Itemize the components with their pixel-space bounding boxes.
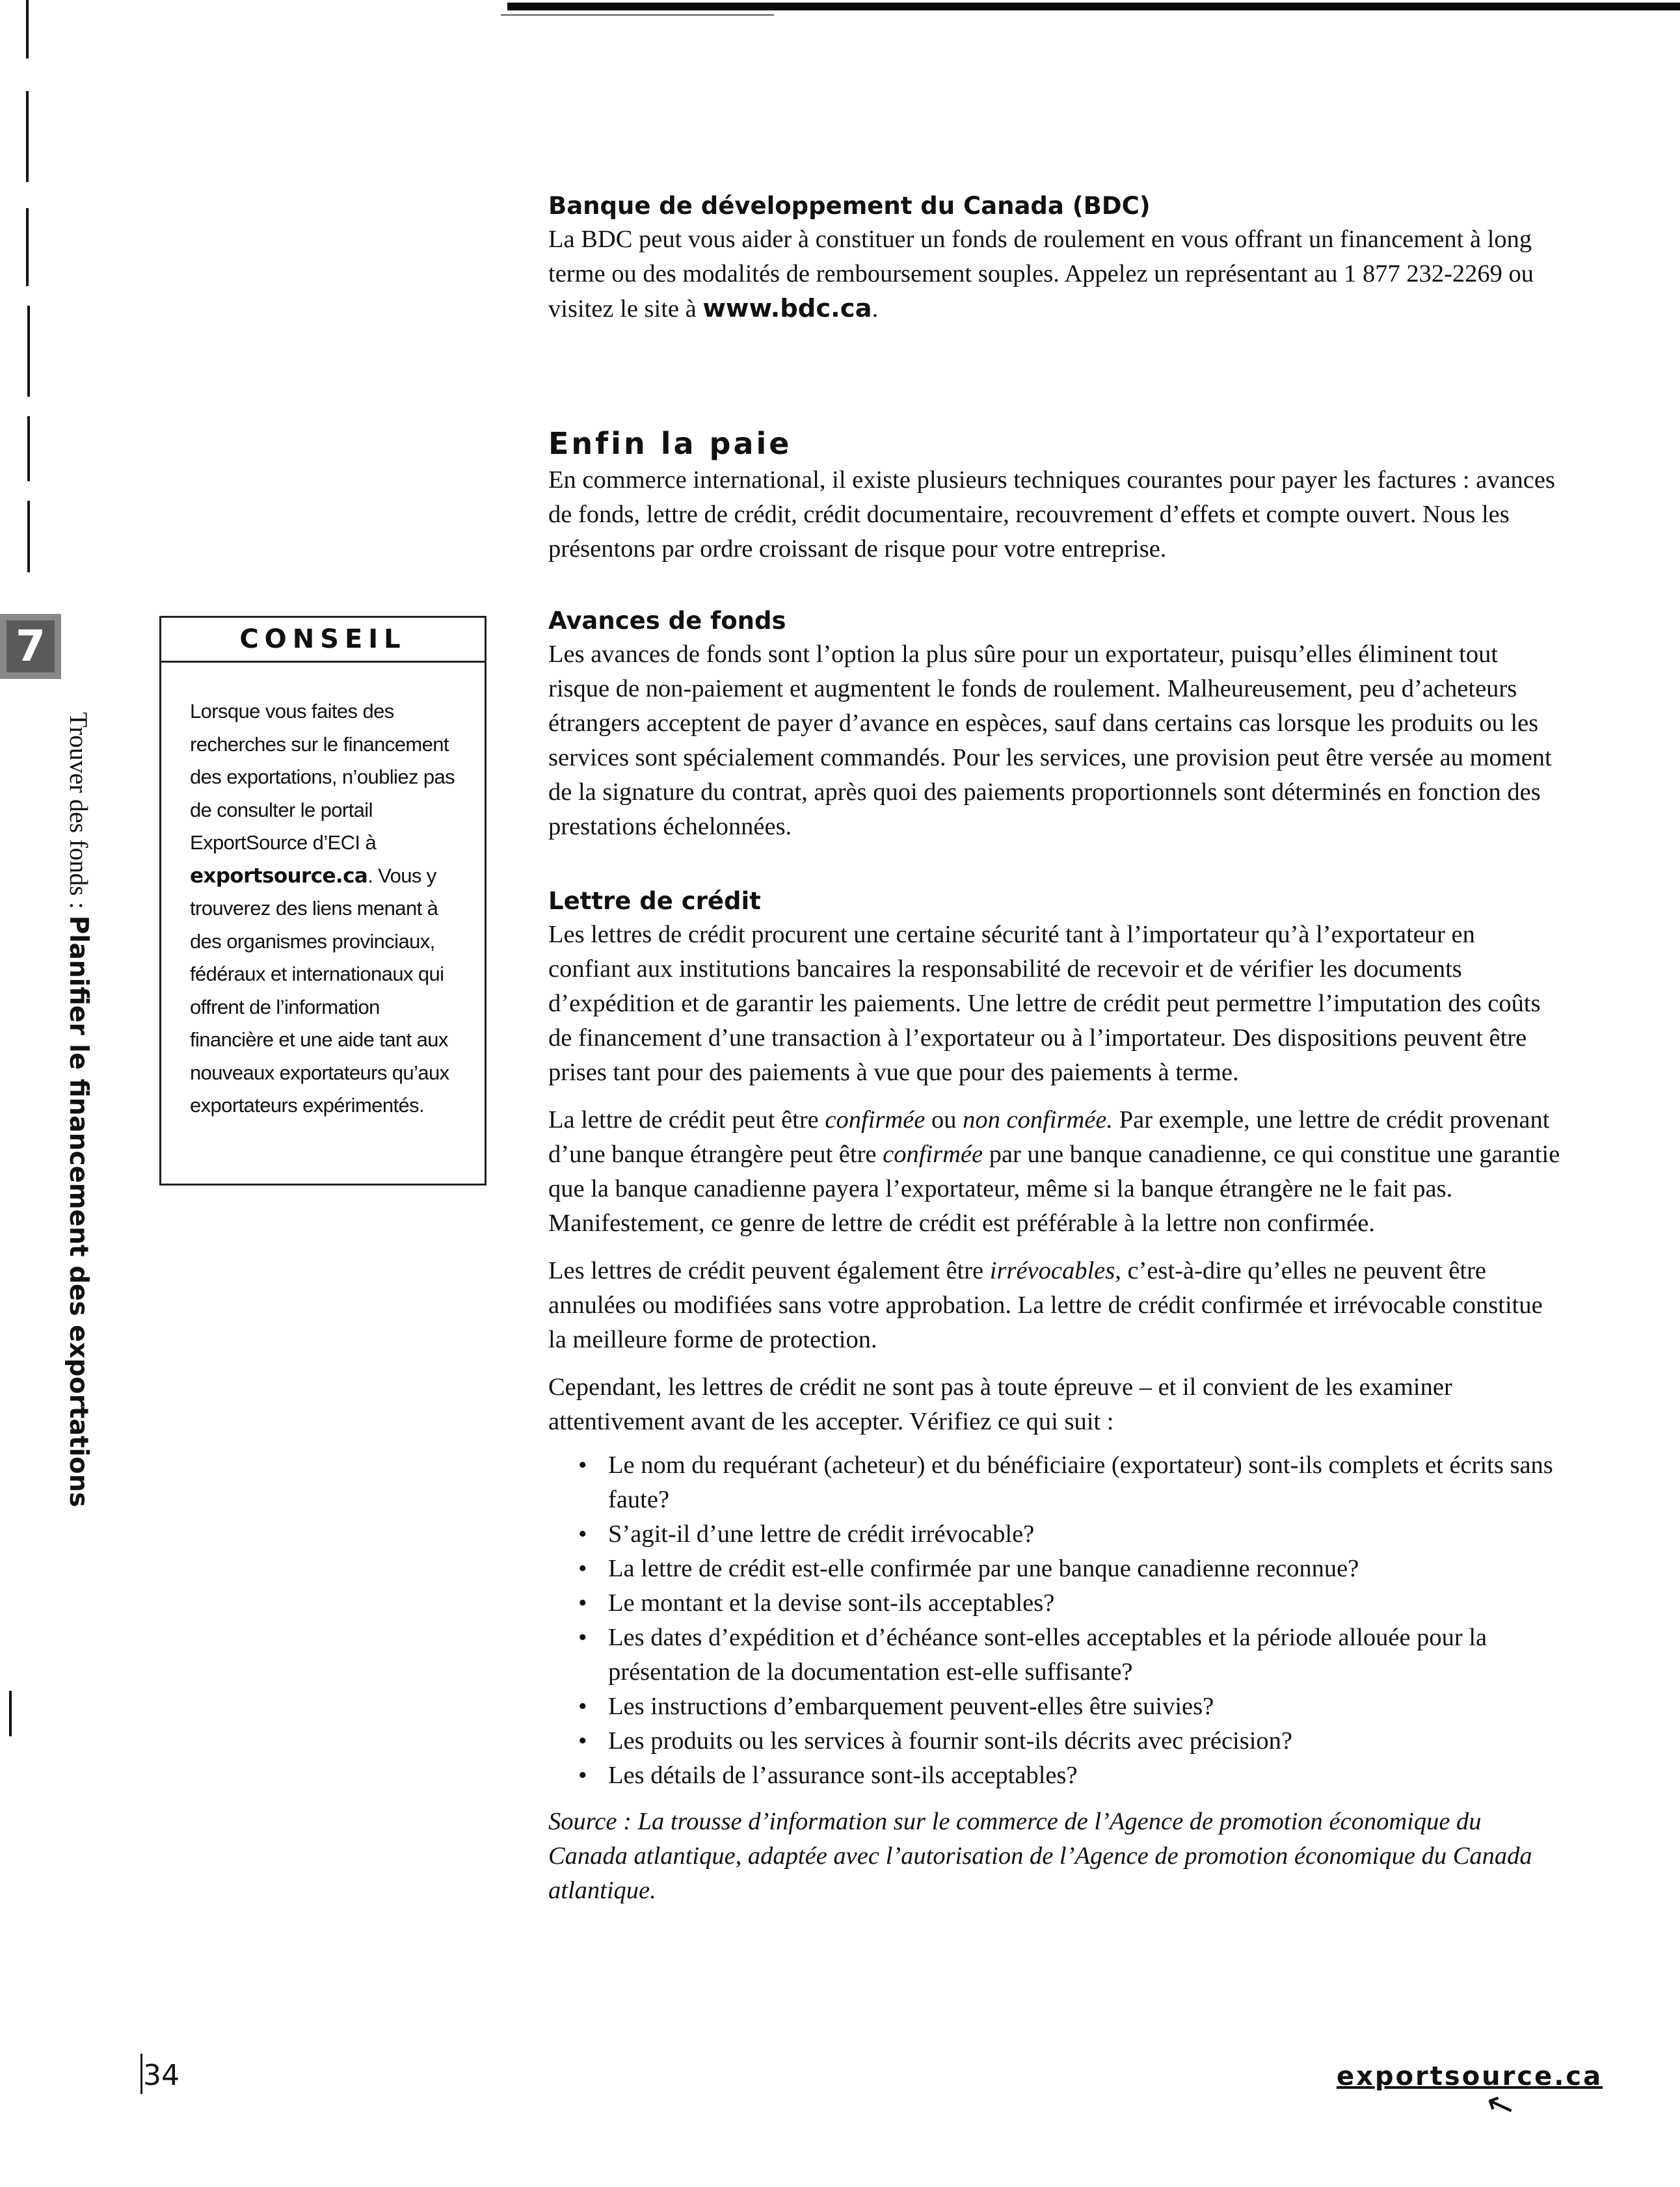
lettre-p2-em1: confirmée xyxy=(825,1106,926,1133)
list-item xyxy=(548,1586,1563,1621)
bdc-paragraph xyxy=(548,222,1563,326)
bullet-icon: • xyxy=(578,1589,587,1617)
lettre-paragraph-1: Les lettres de crédit procurent une certaine sécurité tant à l’importateur qu’à l’exportateur en confiant aux institutions bancaires la responsabilité de recevoir et de vérifier les documents d’expédition et de garantir les paiements. Une lettre de crédit peut permettre l’imputation des coûts de financement d’une transaction à l’exportateur ou à l’importateur. Des dispositions peuvent être prises tant pour des paiements à vue que pour des paiements à terme. xyxy=(548,921,1541,1086)
list-item-text: La lettre de crédit est-elle confirmée par une banque canadienne reconnue? xyxy=(608,1555,1359,1582)
paie-section xyxy=(548,424,1563,566)
list-item-text: Les produits ou les services à fournir sont-ils décrits avec précision? xyxy=(608,1727,1293,1755)
margin-mark xyxy=(27,501,30,572)
bullet-icon: • xyxy=(578,1520,587,1548)
bdc-text: La BDC peut vous aider à constituer un fonds de roulement en vous offrant un financement à long terme ou des modalités de remboursement souples. Appelez un représentant au 1 877 232-2269 ou visitez le site à xyxy=(548,226,1534,323)
lettre-p2-c: Par exemple, une lettre de crédit provenant d’une banque étrangère peut être xyxy=(548,1106,1550,1168)
list-item xyxy=(548,1517,1563,1552)
tip-body xyxy=(161,663,485,1122)
list-item-text: Les dates d’expédition et d’échéance sont-elles acceptables et la période allouée pour la présentation de la documentation est-elle suffisante? xyxy=(608,1624,1487,1686)
paie-heading: Enfin la paie xyxy=(548,426,792,461)
bullet-icon: • xyxy=(578,1693,587,1720)
list-item xyxy=(548,1758,1563,1793)
lettre-p3-a: Les lettres de crédit peuvent également être xyxy=(548,1257,990,1284)
margin-mark xyxy=(26,91,29,182)
checklist xyxy=(548,1448,1563,1793)
page-number: 34 xyxy=(143,2059,180,2092)
top-rule-thin xyxy=(501,14,774,16)
list-item xyxy=(548,1621,1563,1690)
bdc-end: . xyxy=(872,295,879,323)
lettre-p2-d: par une banque canadienne, ce qui constitue une garantie que la banque canadienne payera l’exportateur, même si la banque étrangère ne le fait pas. Manifestement, ce genre de lettre de crédit est préférable à la lettre non confirmée. xyxy=(548,1141,1560,1237)
tip-heading: CONSEIL xyxy=(161,618,485,663)
tip-text-a: Lorsque vous faites des recherches sur le financement des exportations, n’oubliez pas de consulter le portail ExportSource d’ECI à xyxy=(190,700,455,854)
bullet-icon: • xyxy=(578,1624,587,1651)
list-item xyxy=(548,1724,1563,1758)
margin-mark xyxy=(26,0,29,59)
list-item xyxy=(548,1690,1563,1724)
margin-mark xyxy=(9,1691,12,1736)
chapter-number: 7 xyxy=(7,620,55,672)
bdc-section xyxy=(548,190,1563,326)
tip-text-b: . Vous y trouverez des liens menant à des organismes provinciaux, fédéraux et internationaux qui offrent de l’information financière et une aide tant aux nouveaux exportateurs qu’aux exportateurs expérimentés. xyxy=(190,864,449,1117)
lettre-paragraph-3 xyxy=(548,1254,1563,1357)
lettre-paragraph-4: Cependant, les lettres de crédit ne sont pas à toute épreuve – et il convient de les examiner attentivement avant de les accepter. Vérifiez ce qui suit : xyxy=(548,1373,1452,1435)
paie-paragraph: En commerce international, il existe plusieurs techniques courantes pour payer les factures : avances de fonds, lettre de crédit, crédit documentaire, recouvrement d’effets et compte ouvert. Nous les présentons par ordre croissant de risque pour votre entreprise. xyxy=(548,466,1555,563)
lettre-p3-em: irrévocables xyxy=(989,1257,1115,1284)
avances-paragraph: Les avances de fonds sont l’option la plus sûre pour un exportateur, puisqu’elles éliminent tout risque de non-paiement et augmentent le fonds de roulement. Malheureusement, peu d’acheteurs étrangers acceptent de payer d’avance en espèces, sauf dans certains cas lorsque les produits ou les services sont spécialement commandés. Pour les services, une provision peut être versée au moment de la signature du contrat, après quoi des paiements proportionnels sont déterminés en fonction des prestations échelonnées. xyxy=(548,641,1552,840)
bullet-icon: • xyxy=(578,1762,587,1789)
lettre-heading: Lettre de crédit xyxy=(548,887,761,915)
source-note: Source : La trousse d’information sur le commerce de l’Agence de promotion économique du Canada atlantique, adaptée avec l’autorisation de l’Agence de promotion économique du Canada atlantique. xyxy=(548,1808,1532,1904)
list-item-text: Les détails de l’assurance sont-ils acceptables? xyxy=(608,1762,1078,1789)
tip-box xyxy=(159,616,487,1186)
margin-mark xyxy=(27,416,30,481)
tip-link[interactable]: exportsource.ca xyxy=(190,864,368,888)
page-number-bar xyxy=(140,2054,142,2094)
list-item xyxy=(548,1552,1563,1586)
chapter-badge xyxy=(0,614,61,679)
lettre-p2-b: ou xyxy=(925,1106,963,1133)
bullet-icon: • xyxy=(578,1451,587,1479)
lettre-p2-em3: confirmée xyxy=(883,1141,983,1168)
section-title-light: Trouver des fonds : xyxy=(64,712,92,916)
bdc-link[interactable]: www.bdc.ca xyxy=(702,294,872,323)
list-item-text: Les instructions d’embarquement peuvent-elles être suivies? xyxy=(608,1693,1214,1720)
list-item-text: S’agit-il d’une lettre de crédit irrévocable? xyxy=(608,1520,1035,1548)
bullet-icon: • xyxy=(578,1555,587,1582)
vertical-section-title xyxy=(59,712,98,1525)
list-item xyxy=(548,1448,1563,1517)
avances-heading: Avances de fonds xyxy=(548,607,786,635)
list-item-text: Le montant et la devise sont-ils acceptables? xyxy=(608,1589,1055,1617)
lettre-p2-em2: non confirmée. xyxy=(963,1106,1113,1133)
section-title-bold: Planifier le financement des exportations xyxy=(64,915,93,1507)
avances-section xyxy=(548,605,1563,844)
footer-site-link[interactable]: exportsource.ca xyxy=(1337,2061,1603,2091)
lettre-paragraph-2 xyxy=(548,1103,1563,1241)
lettre-p3-b: , c’est-à-dire qu’elles ne peuvent être annulées ou modifiées sans votre approbation. La lettre de crédit confirmée et irrévocable constitue la meilleure forme de protection. xyxy=(548,1257,1543,1353)
lettre-section xyxy=(548,885,1563,1908)
arrow-cursor-icon: ↖ xyxy=(1480,2083,1520,2128)
margin-mark xyxy=(26,208,29,286)
margin-mark xyxy=(27,306,30,397)
list-item-text: Le nom du requérant (acheteur) et du bénéficiaire (exportateur) sont-ils complets et écrits sans faute? xyxy=(608,1451,1553,1513)
top-rule xyxy=(507,3,1680,10)
bullet-icon: • xyxy=(578,1727,587,1755)
lettre-p2-a: La lettre de crédit peut être xyxy=(548,1106,825,1133)
bdc-heading: Banque de développement du Canada (BDC) xyxy=(548,192,1151,220)
